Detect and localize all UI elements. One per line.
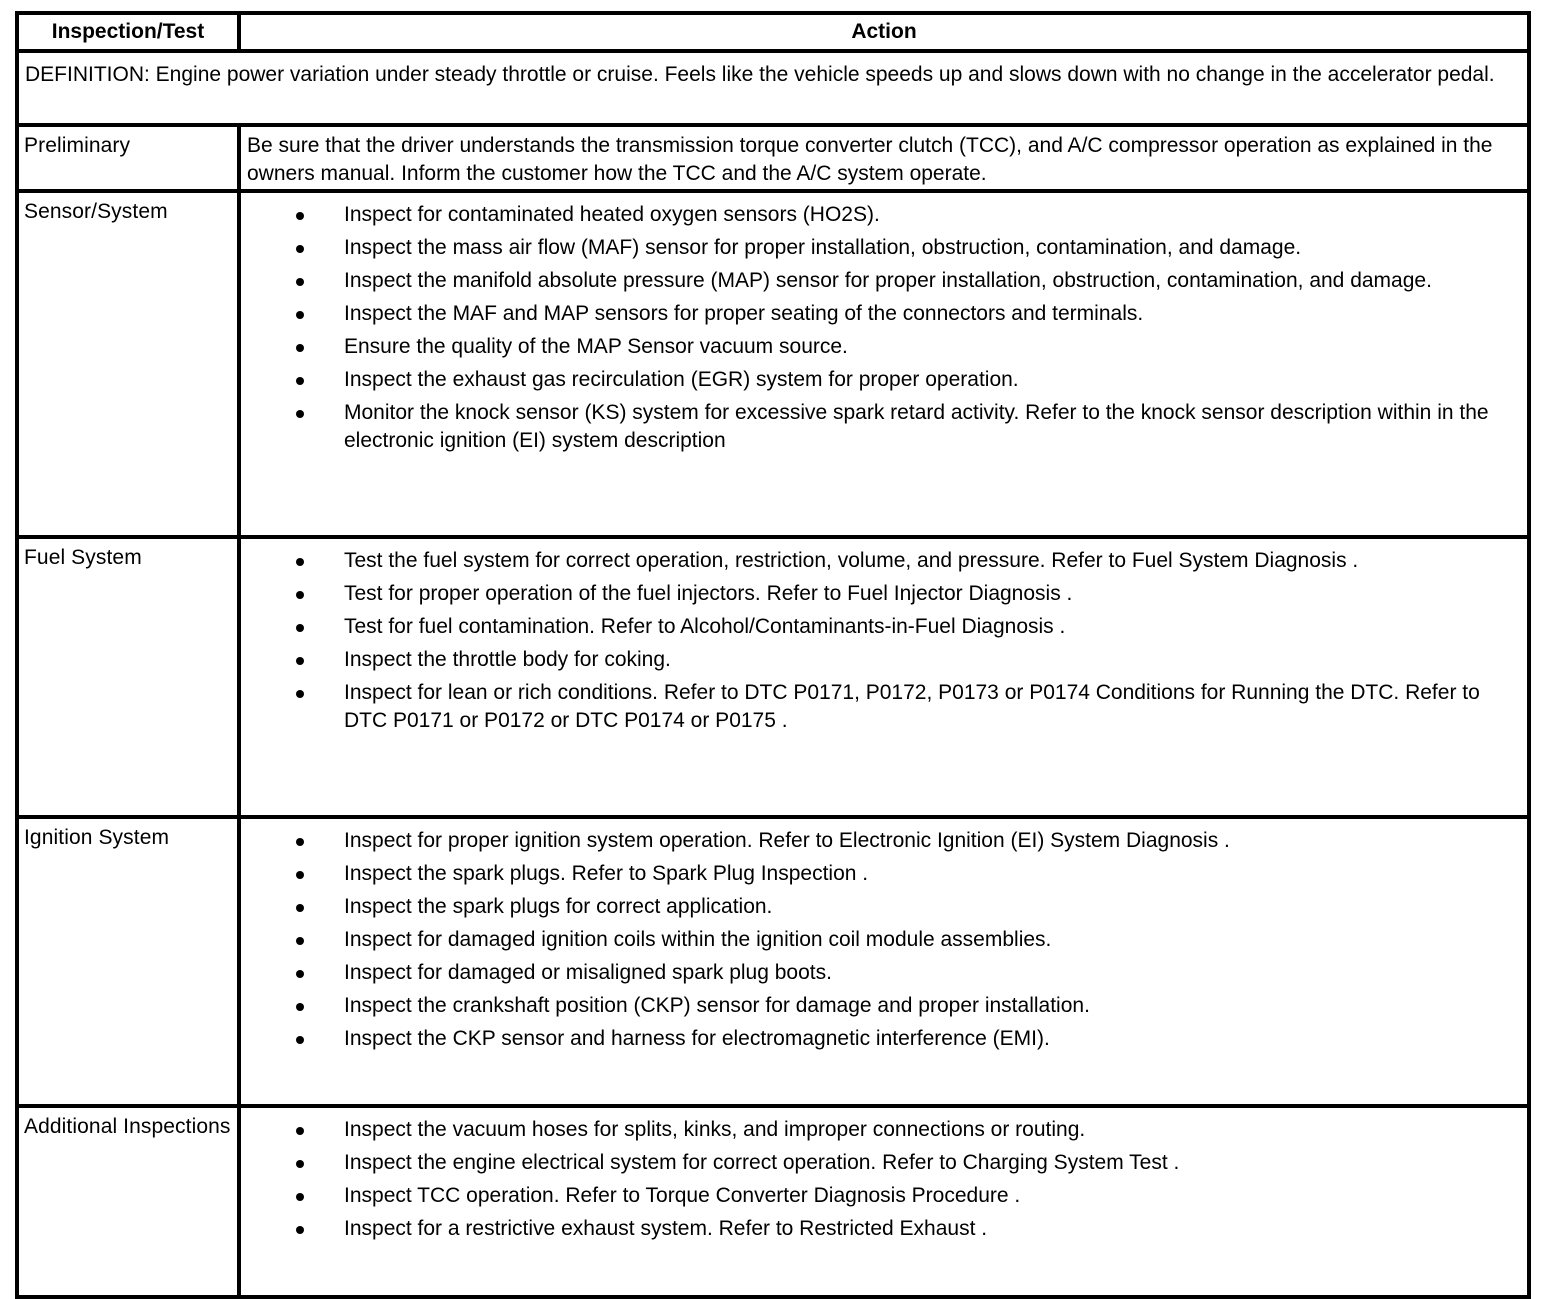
bullet-icon (296, 558, 304, 566)
list-item-text: Test for fuel contamination. Refer to Alcohol/Contaminants-in-Fuel Diagnosis . (344, 615, 1066, 638)
list-item-text: Inspect the throttle body for coking. (344, 648, 671, 671)
section-row-ignition-system (17, 817, 1529, 1106)
list-item (241, 234, 1507, 262)
action-cell-sensor-system (239, 191, 1529, 537)
bullet-icon (296, 311, 304, 319)
list-item-text: Inspect the CKP sensor and harness for electromagnetic interference (EMI). (344, 1027, 1050, 1050)
bullet-icon (296, 1226, 304, 1234)
list-item-text: Inspect TCC operation. Refer to Torque Converter Diagnosis Procedure . (344, 1184, 1021, 1207)
list-item-text: Inspect for contaminated heated oxygen sensors (HO2S). (344, 203, 880, 226)
action-cell-ignition-system (239, 817, 1529, 1106)
list-item-text: Test for proper operation of the fuel injectors. Refer to Fuel Injector Diagnosis . (344, 582, 1073, 605)
bullet-list-fuel-system (241, 539, 1527, 735)
list-item-text: Inspect for a restrictive exhaust system. Refer to Restricted Exhaust . (344, 1217, 988, 1240)
bullet-icon (296, 624, 304, 632)
list-item-text: Inspect for lean or rich conditions. Refer to DTC P0171, P0172, P0173 or P0174 Conditions for Running the DTC. Refer to DTC P0171 or P0172 or DTC P0174 or P0175 . (344, 681, 1480, 732)
list-item (241, 1025, 1507, 1053)
row-label-preliminary: Preliminary (17, 125, 239, 191)
list-item (241, 679, 1507, 735)
header-row (17, 13, 1529, 51)
bullet-icon (296, 1160, 304, 1168)
bullet-icon (296, 410, 304, 418)
list-item (241, 547, 1507, 575)
bullet-list-ignition-system (241, 819, 1527, 1053)
bullet-list-additional-inspections (241, 1108, 1527, 1243)
row-label-fuel-system: Fuel System (17, 537, 239, 817)
bullet-icon (296, 838, 304, 846)
header-inspection-test: Inspection/Test (17, 13, 239, 51)
list-item (241, 267, 1507, 295)
list-item (241, 201, 1507, 229)
list-item-text: Inspect the spark plugs. Refer to Spark Plug Inspection . (344, 862, 869, 885)
list-item-text: Inspect for damaged ignition coils within the ignition coil module assemblies. (344, 928, 1052, 951)
list-item (241, 1215, 1507, 1243)
list-item (241, 959, 1507, 987)
list-item (241, 333, 1507, 361)
list-item-text: Inspect the mass air flow (MAF) sensor for proper installation, obstruction, contamination, and damage. (344, 236, 1302, 259)
row-label-additional-inspections: Additional Inspections (17, 1106, 239, 1297)
bullet-icon (296, 377, 304, 385)
list-item-text: Inspect the vacuum hoses for splits, kinks, and improper connections or routing. (344, 1118, 1086, 1141)
bullet-icon (296, 904, 304, 912)
list-item (241, 580, 1507, 608)
bullet-icon (296, 1193, 304, 1201)
list-item-text: Ensure the quality of the MAP Sensor vacuum source. (344, 335, 848, 358)
definition-row (17, 51, 1529, 125)
bullet-icon (296, 871, 304, 879)
list-item-text: Inspect the engine electrical system for correct operation. Refer to Charging System Test . (344, 1151, 1180, 1174)
list-item-text: Inspect the crankshaft position (CKP) sensor for damage and proper installation. (344, 994, 1090, 1017)
list-item (241, 893, 1507, 921)
list-item-text: Inspect the manifold absolute pressure (MAP) sensor for proper installation, obstruction, contamination, and damage. (344, 269, 1432, 292)
bullet-icon (296, 278, 304, 286)
header-action: Action (239, 13, 1529, 51)
list-item (241, 399, 1507, 455)
bullet-icon (296, 1036, 304, 1044)
list-item (241, 300, 1507, 328)
list-item (241, 366, 1507, 394)
bullet-icon (296, 344, 304, 352)
list-item-text: Inspect for proper ignition system operation. Refer to Electronic Ignition (EI) System Diagnosis . (344, 829, 1230, 852)
bullet-icon (296, 245, 304, 253)
list-item (241, 992, 1507, 1020)
list-item-text: Inspect the spark plugs for correct application. (344, 895, 773, 918)
list-item (241, 827, 1507, 855)
preliminary-row (17, 125, 1529, 191)
action-cell-fuel-system (239, 537, 1529, 817)
list-item (241, 613, 1507, 641)
preliminary-text: Be sure that the driver understands the transmission torque converter clutch (TCC), and A/C compressor operation as explained in the owners manual. Inform the customer how the TCC and the A/C system operate. (239, 125, 1529, 191)
bullet-icon (296, 657, 304, 665)
list-item-text: Inspect the exhaust gas recirculation (EGR) system for proper operation. (344, 368, 1019, 391)
list-item (241, 1116, 1507, 1144)
bullet-icon (296, 1003, 304, 1011)
bullet-list-sensor-system (241, 193, 1527, 455)
list-item (241, 1182, 1507, 1210)
list-item (241, 646, 1507, 674)
bullet-icon (296, 591, 304, 599)
list-item-text: Monitor the knock sensor (KS) system for excessive spark retard activity. Refer to the knock sensor description within in the electronic ignition (EI) system description (344, 401, 1489, 452)
row-label-sensor-system: Sensor/System (17, 191, 239, 537)
list-item-text: Test the fuel system for correct operation, restriction, volume, and pressure. Refer to Fuel System Diagnosis . (344, 549, 1359, 572)
bullet-icon (296, 970, 304, 978)
diagnostic-table (15, 11, 1531, 1299)
bullet-icon (296, 212, 304, 220)
row-label-ignition-system: Ignition System (17, 817, 239, 1106)
list-item (241, 926, 1507, 954)
bullet-icon (296, 690, 304, 698)
section-row-sensor-system (17, 191, 1529, 537)
list-item (241, 1149, 1507, 1177)
bullet-icon (296, 937, 304, 945)
list-item (241, 860, 1507, 888)
list-item-text: Inspect the MAF and MAP sensors for proper seating of the connectors and terminals. (344, 302, 1144, 325)
action-cell-additional-inspections (239, 1106, 1529, 1297)
list-item-text: Inspect for damaged or misaligned spark plug boots. (344, 961, 832, 984)
section-row-additional-inspections (17, 1106, 1529, 1297)
definition-text: DEFINITION: Engine power variation under steady throttle or cruise. Feels like the vehicle speeds up and slows down with no change in the accelerator pedal. (17, 51, 1529, 125)
section-row-fuel-system (17, 537, 1529, 817)
bullet-icon (296, 1127, 304, 1135)
